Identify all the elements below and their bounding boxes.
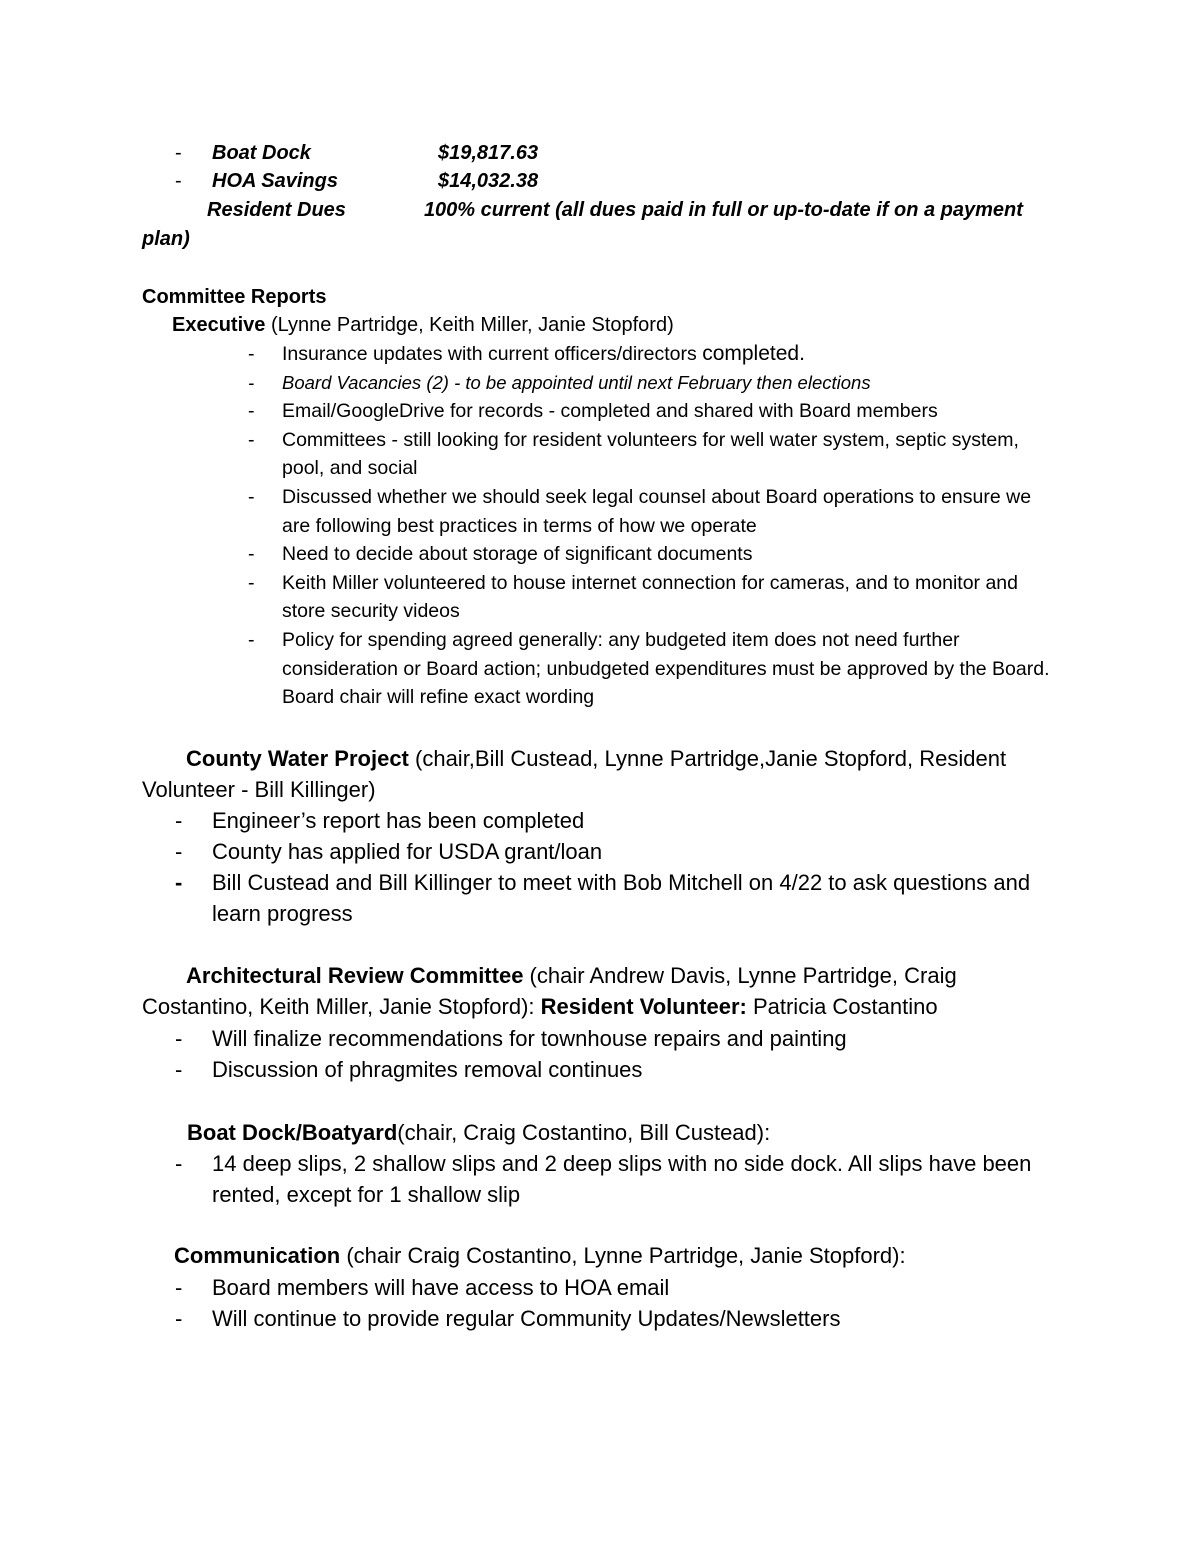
communication-members: (chair Craig Costantino, Lynne Partridge, Janie Stopford): bbox=[340, 1243, 906, 1268]
executive-items-list bbox=[0, 340, 1200, 712]
list-item: - 14 deep slips, 2 shallow slips and 2 deep slips with no side dock. All slips have been rented, except for 1 shallow slip bbox=[175, 1151, 1032, 1207]
finance-amount: $14,032.38 bbox=[438, 170, 539, 192]
resident-dues-line bbox=[142, 196, 1042, 254]
arch-volunteer-name: Patricia Costantino bbox=[746, 994, 938, 1019]
boat-dock-items-list bbox=[0, 1148, 1200, 1210]
list-item: - Will finalize recommendations for townhouse repairs and painting bbox=[175, 1026, 847, 1051]
arch-review-members: (chair Andrew Davis, Lynne Partridge, Craig Costantino, Keith Miller, Janie Stopford): bbox=[142, 963, 957, 1019]
water-project-members: (chair,Bill Custead, Lynne Partridge,Janie Stopford, Resident Volunteer - Bill Killinger) bbox=[142, 746, 1007, 802]
bullet-dash: - bbox=[175, 170, 182, 192]
executive-title: Executive bbox=[172, 314, 266, 336]
list-item: - Committees - still looking for resident volunteers for well water system, septic system, pool, and social bbox=[248, 428, 1019, 480]
list-item: - County has applied for USDA grant/loan bbox=[175, 839, 603, 864]
list-item: - Insurance updates with current officers/directors completed. bbox=[248, 342, 805, 365]
communication-title: Communication bbox=[174, 1243, 341, 1268]
water-project-items-list bbox=[0, 805, 1200, 929]
finance-amount: $19,817.63 bbox=[438, 142, 539, 164]
boat-dock-title: Boat Dock/Boatyard bbox=[187, 1120, 398, 1145]
list-item: - Email/GoogleDrive for records - completed and shared with Board members bbox=[248, 400, 938, 423]
list-item: - Keith Miller volunteered to house internet connection for cameras, and to monitor and store security videos bbox=[248, 571, 1019, 623]
finance-label: HOA Savings bbox=[212, 170, 338, 192]
list-item: - Will continue to provide regular Community Updates/Newsletters bbox=[175, 1306, 841, 1331]
arch-review-header bbox=[142, 960, 1042, 1022]
boat-dock-header bbox=[187, 1117, 1087, 1148]
communication-items-list bbox=[0, 1272, 1200, 1334]
list-item: - Board Vacancies (2) - to be appointed until next February then elections bbox=[248, 371, 871, 393]
arch-review-items-list bbox=[0, 1023, 1200, 1085]
water-project-header bbox=[142, 743, 1042, 805]
executive-committee-header bbox=[172, 311, 1072, 339]
finance-line-hoa-savings bbox=[0, 167, 1200, 195]
boat-dock-members: (chair, Craig Costantino, Bill Custead): bbox=[397, 1120, 771, 1145]
dues-text: 100% current (all dues paid in full or up-to-date if on a payment plan) bbox=[142, 199, 1023, 250]
bullet-dash: - bbox=[175, 142, 182, 164]
list-item: - Bill Custead and Bill Killinger to meet with Bob Mitchell on 4/22 to ask questions and learn progress bbox=[175, 870, 1031, 926]
list-item: - Discussion of phragmites removal continues bbox=[175, 1057, 643, 1082]
water-project-title: County Water Project bbox=[186, 746, 409, 771]
dues-label: Resident Dues bbox=[207, 199, 346, 221]
committee-reports-heading: Committee Reports bbox=[142, 286, 327, 308]
list-item: - Need to decide about storage of significant documents bbox=[248, 543, 753, 566]
finance-label: Boat Dock bbox=[212, 142, 311, 164]
list-item: - Policy for spending agreed generally: any budgeted item does not need further consideration or Board action; unbudgeted expenditures must be approved by the Board. Board chair will refine exact wording bbox=[248, 628, 1050, 709]
list-item: - Board members will have access to HOA email bbox=[175, 1275, 670, 1300]
executive-members: (Lynne Partridge, Keith Miller, Janie Stopford) bbox=[265, 314, 674, 336]
arch-review-title: Architectural Review Committee bbox=[186, 963, 524, 988]
list-item: - Discussed whether we should seek legal counsel about Board operations to ensure we are following best practices in terms of how we operate bbox=[248, 485, 1032, 537]
finance-line-boat-dock bbox=[0, 139, 1200, 167]
arch-volunteer-label: Resident Volunteer: bbox=[540, 994, 747, 1019]
list-item: - Engineer’s report has been completed bbox=[175, 808, 585, 833]
communication-header bbox=[174, 1240, 1074, 1271]
